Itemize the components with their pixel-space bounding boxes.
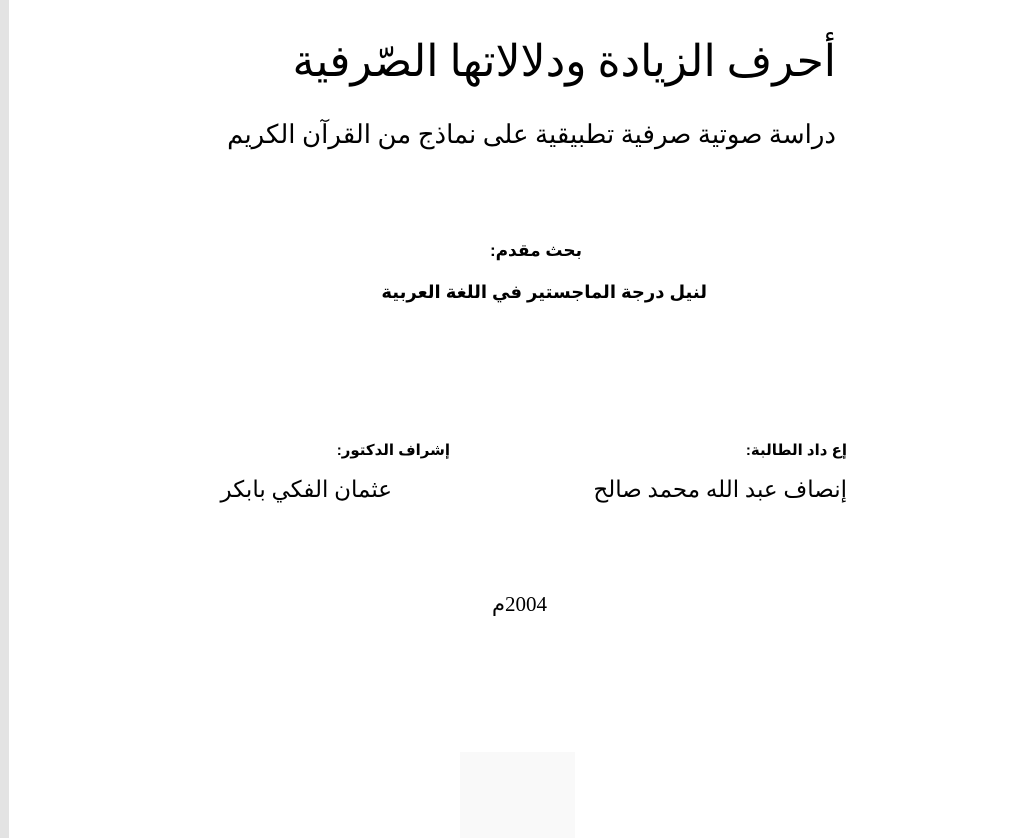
thesis-subtitle: دراسة صوتية صرفية تطبيقية على نماذج من القرآن الكريم — [227, 120, 836, 149]
research-label: بحث مقدم: — [489, 241, 582, 260]
document-page — [9, 0, 1025, 838]
degree-statement: لنيل درجة الماجستير في اللغة العربية — [381, 282, 707, 302]
submission-year: 2004م — [491, 592, 547, 616]
student-label: إع داد الطالبة: — [745, 442, 847, 459]
student-name: إنصاف عبد الله محمد صالح — [593, 477, 847, 502]
thesis-title: أحرف الزيادة ودلالاتها الصّرفية — [292, 37, 836, 86]
viewer-gutter — [0, 0, 9, 838]
supervisor-name: عثمان الفكي بابكر — [220, 477, 392, 502]
faint-page-mark — [460, 752, 575, 838]
supervisor-label: إشراف الدكتور: — [336, 442, 450, 459]
